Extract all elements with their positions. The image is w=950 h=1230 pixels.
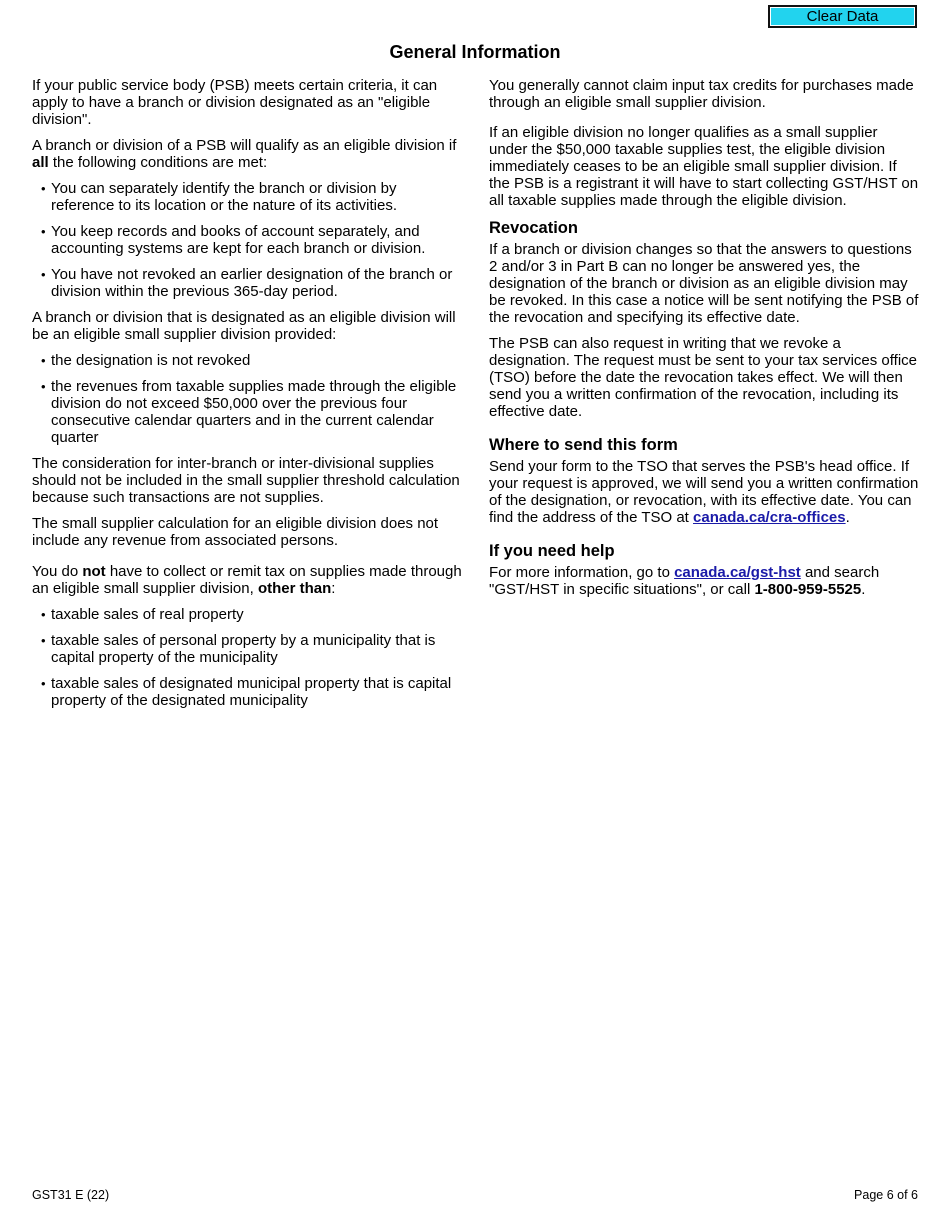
calculation-paragraph: The small supplier calculation for an eligible division does not include any revenue from associated persons. (32, 515, 439, 549)
form-identifier: GST31 E (22) (32, 1188, 110, 1202)
help-paragraph: For more information, go to canada.ca/gst-hst and search "GST/HST in specific situations", or call 1-800-959-5525. (489, 564, 880, 598)
designated-paragraph: A branch or division that is designated as an eligible division will be an eligible small supplier division provided: (32, 309, 456, 343)
collect-paragraph: You do not have to collect or remit tax on supplies made through an eligible small supplier division, other than: (32, 563, 462, 597)
list-item: • the designation is not revoked (32, 352, 464, 369)
list-item: • You can separately identify the branch or division by reference to its location or the nature of its activities. (32, 180, 464, 214)
where-to-send-paragraph: Send your form to the TSO that serves the PSB's head office. If your request is approved, we will send you a written confirmation of the designation, or revocation, with its effective date. You can find the address of the TSO at canada.ca/cra-offices. (489, 458, 919, 526)
list-item: • You have not revoked an earlier designation of the branch or division within the previous 365-day period. (32, 266, 464, 300)
list-item: • taxable sales of personal property by a municipality that is capital property of the municipality (32, 632, 464, 666)
list-item: • the revenues from taxable supplies made through the eligible division do not exceed $50,000 over the previous four consecutive calendar quarters and in the current calendar quarter (32, 378, 464, 446)
intro-paragraph: If your public service body (PSB) meets certain criteria, it can apply to have a branch or division designated as an "eligible division". (32, 77, 438, 128)
page-title: General Information (389, 42, 561, 62)
right-column (489, 77, 919, 607)
cra-offices-link[interactable]: canada.ca/cra-offices (693, 509, 846, 526)
list-item: • taxable sales of designated municipal property that is capital property of the designated municipality (32, 675, 464, 709)
gst-hst-link[interactable]: canada.ca/gst-hst (674, 564, 801, 581)
where-to-send-heading: Where to send this form (489, 436, 678, 454)
no-longer-qualifies-paragraph: If an eligible division no longer qualifies as a small supplier under the $50,000 taxable supplies test, the eligible division immediately ceases to be an eligible small supplier division. If the PSB is a registrant it will have to start collecting GST/HST on all taxable supplies made through the eligible division. (489, 124, 919, 209)
exceptions-list (32, 606, 464, 709)
list-item: • taxable sales of real property (32, 606, 464, 623)
phone-number: 1-800-959-5525 (754, 581, 862, 598)
revocation-heading: Revocation (489, 219, 578, 237)
help-heading: If you need help (489, 542, 615, 560)
revocation-paragraph: If a branch or division changes so that the answers to questions 2 and/or 3 in Part B can no longer be answered yes, the designation of the branch or division as an eligible division may be revoked. In this case a notice will be sent notifying the PSB of the revocation and specifying its effective date. (489, 241, 919, 326)
provided-list (32, 352, 464, 446)
list-item: • You keep records and books of account separately, and accounting systems are kept for each branch or division. (32, 223, 464, 257)
consideration-paragraph: The consideration for inter-branch or inter-divisional supplies should not be included in the small supplier threshold calculation because such transactions are not supplies. (32, 455, 460, 506)
revoke-request-paragraph: The PSB can also request in writing that we revoke a designation. The request must be sent to your tax services office (TSO) before the date the revocation takes effect. We will then send you a written confirmation of the revocation, including its effective date. (489, 335, 918, 420)
clear-data-button[interactable]: Clear Data (768, 5, 917, 28)
page-number: Page 6 of 6 (854, 1188, 918, 1202)
conditions-list (32, 180, 464, 300)
qualify-paragraph: A branch or division of a PSB will qualify as an eligible division if all the following conditions are met: (32, 137, 457, 171)
itc-paragraph: You generally cannot claim input tax credits for purchases made through an eligible small supplier division. (489, 77, 914, 111)
left-column (32, 77, 464, 718)
